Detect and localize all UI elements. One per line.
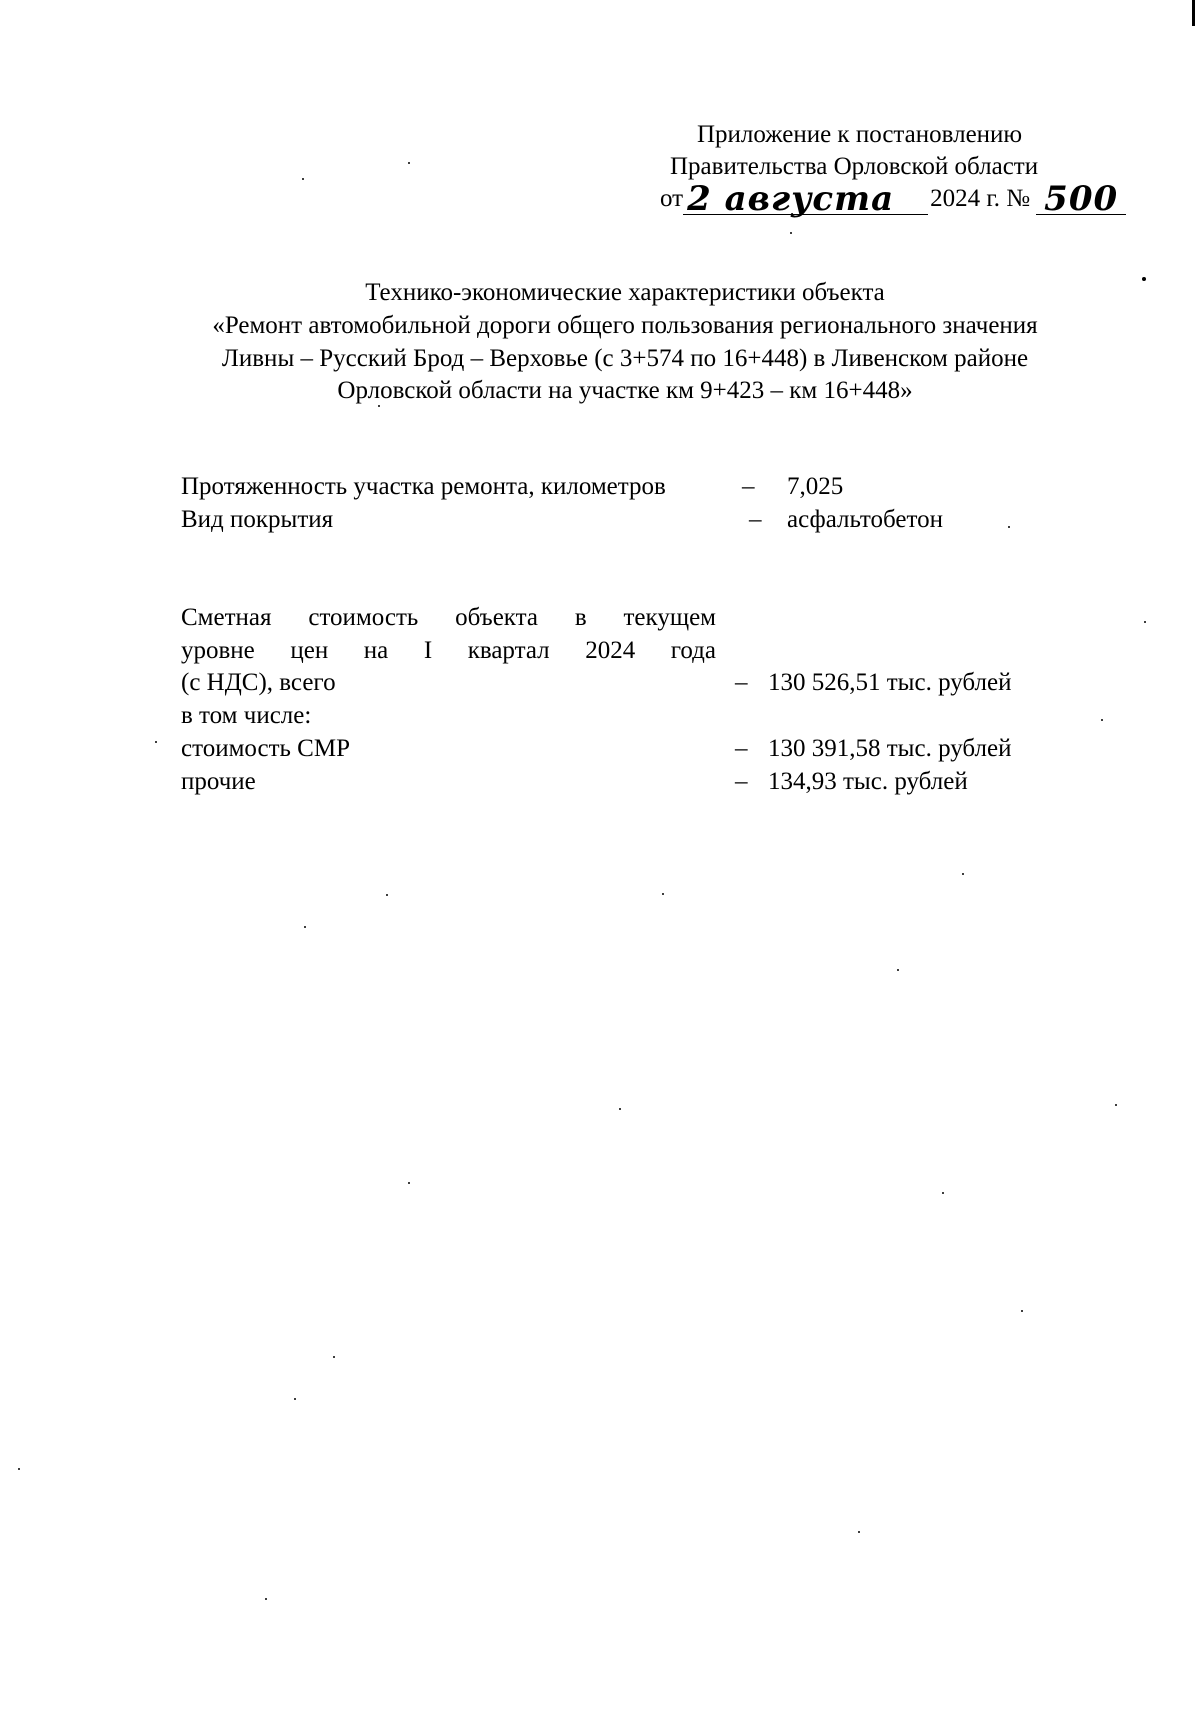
spec-value: 7,025 — [787, 473, 844, 500]
title-line-2: «Ремонт автомобильной дороги общего пользования регионального значения — [212, 312, 1038, 339]
scan-corner-mark — [1192, 0, 1195, 26]
title-line-1: Технико-экономические характеристики объекта — [365, 279, 885, 306]
spec-dash: – — [749, 506, 762, 533]
date-prefix: от — [660, 185, 684, 212]
spec-label: Вид покрытия — [181, 506, 334, 533]
cost-label-line-3: (с НДС), всего — [181, 669, 336, 696]
cost-item-label: стоимость СМР — [181, 735, 350, 762]
cost-label-line-2: уровне цен на I квартал 2024 года — [181, 637, 716, 664]
cost-item-dash: – — [735, 735, 748, 762]
handwritten-date: 2 августа — [687, 179, 895, 219]
appendix-line-1: Приложение к постановлению — [697, 121, 1023, 148]
cost-total-value: 130 526,51 тыс. рублей — [768, 669, 1012, 696]
appendix-line-2: Правительства Орловской области — [670, 153, 1039, 180]
cost-item-label: прочие — [181, 768, 256, 795]
spec-dash: – — [742, 473, 755, 500]
cost-label-line-1: Сметная стоимость объекта в текущем — [181, 604, 716, 631]
appendix-date-line — [660, 179, 1126, 219]
date-handwritten-field — [683, 179, 928, 219]
spec-label: Протяженность участка ремонта, километров — [181, 473, 666, 500]
cost-including-label: в том числе: — [181, 702, 312, 729]
spec-value: асфальтобетон — [787, 506, 943, 533]
number-handwritten-field — [1036, 179, 1126, 219]
cost-item-dash: – — [735, 768, 748, 795]
cost-item-value: 130 391,58 тыс. рублей — [768, 735, 1012, 762]
title-line-4: Орловской области на участке км 9+423 – км 16+448» — [337, 377, 913, 404]
title-line-3: Ливны – Русский Брод – Верховье (с 3+574 по 16+448) в Ливенском районе — [221, 345, 1029, 372]
date-year: 2024 г. № — [930, 185, 1031, 212]
cost-total-dash: – — [735, 669, 748, 696]
handwritten-number: 500 — [1044, 179, 1119, 219]
cost-item-value: 134,93 тыс. рублей — [768, 768, 968, 795]
